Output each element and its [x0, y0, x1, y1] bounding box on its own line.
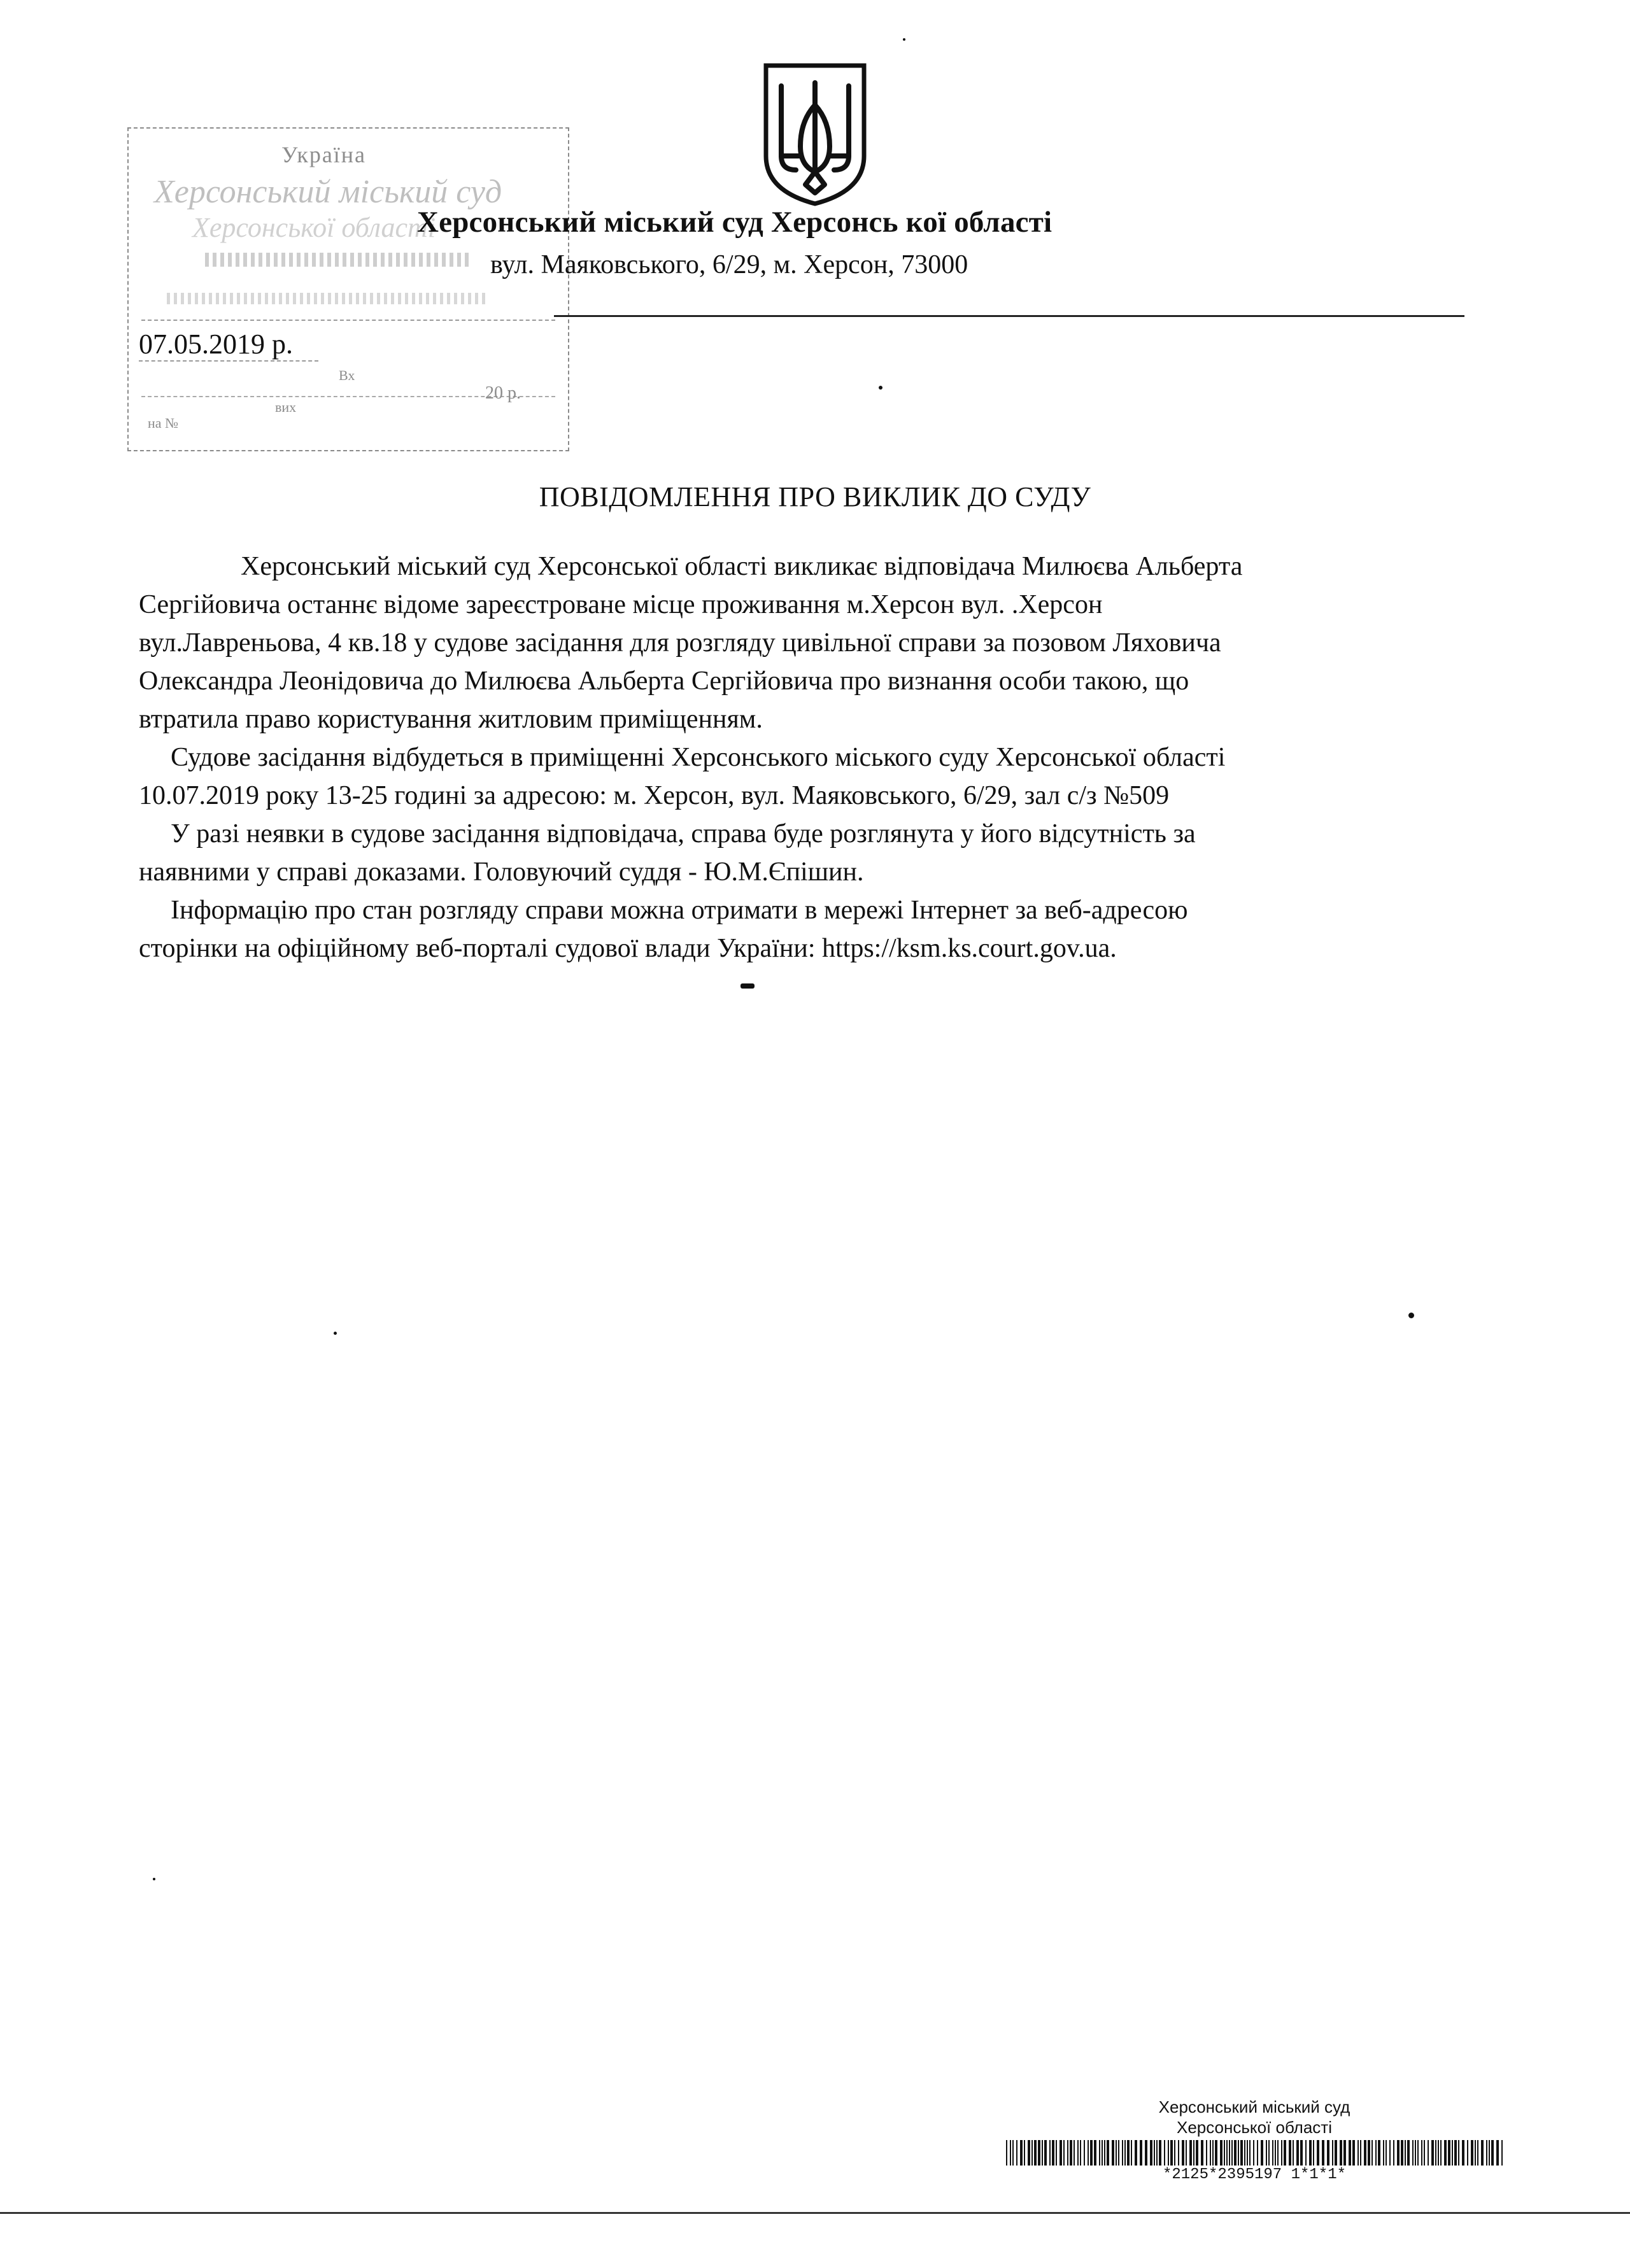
stamp-country: Україна — [281, 142, 367, 167]
body-paragraph-absence: У разі неявки в судове засідання відповідача, справа буде розглянута у його відсутність за наявними у справі доказами. Головуючий суддя - Ю.М.Єпішин. — [139, 819, 1196, 887]
document-date: 07.05.2019 р. — [139, 328, 318, 362]
registration-stamp — [127, 127, 569, 451]
scan-speck — [334, 1332, 337, 1335]
header-divider — [554, 315, 1464, 317]
stamp-smudge — [205, 253, 472, 267]
scan-speck — [879, 386, 882, 390]
court-name: Херсонський міський суд Херсонсь кої області — [417, 206, 1052, 239]
document-title: ПОВІДОМЛЕННЯ ПРО ВИКЛИК ДО СУДУ — [539, 481, 1091, 512]
page-bottom-edge — [0, 2212, 1630, 2214]
court-address: вул. Маяковського, 6/29, м. Херсон, 73000 — [490, 250, 968, 279]
coat-of-arms-icon — [761, 60, 869, 207]
body-paragraph-hearing: Судове засідання відбудеться в приміщенні Херсонського міського суду Херсонської області 10.07.2019 року 13-25 годині за адресою: м. Херсон, вул. Маяковського, 6/29, зал с/з №509 — [139, 743, 1226, 810]
scan-speck — [741, 983, 755, 989]
body-paragraph-info: Інформацію про стан розгляду справи можна отримати в мережі Інтернет за веб-адресою сторінки на офіційному веб-порталі судової влади України: https://ksm.ks.court.gov.ua. — [139, 896, 1188, 963]
barcode-court-name: Херсонський міський суд — [1158, 2097, 1350, 2117]
notice-body — [139, 547, 1463, 968]
stamp-court-region: Херсонської області — [192, 212, 436, 243]
scan-speck — [153, 1878, 155, 1880]
scan-speck — [1408, 1313, 1414, 1318]
stamp-rule — [141, 320, 555, 321]
stamp-year: 20 р. — [485, 383, 521, 403]
stamp-ref-label: на № — [148, 415, 179, 431]
stamp-smudge — [167, 293, 485, 304]
stamp-received-label: Вх — [339, 367, 355, 383]
barcode-court-region: Херсонської області — [1177, 2118, 1332, 2137]
stamp-court-name: Херсонський міський суд — [154, 174, 502, 210]
scan-speck — [903, 38, 905, 41]
body-paragraph-summons: Херсонський міський суд Херсонської області викликає відповідача Милюєва Альберта Сергійовича останнє відоме зареєстроване місце проживання м.Херсон вул. .Херсон вул.Лавреньова, 4 кв.18 у судове засідання для розгляду цивільної справи за позовом Ляховича Олександра Леонідовича до Милюєва Альберта Сергійовича про визнання особи такою, що втратила право користування житловим приміщенням. — [139, 552, 1243, 734]
stamp-outgoing-label: вих — [275, 399, 297, 415]
barcode-number: *2125*2395197 1*1*1* — [1162, 2166, 1347, 2183]
barcode-icon — [1006, 2140, 1503, 2166]
